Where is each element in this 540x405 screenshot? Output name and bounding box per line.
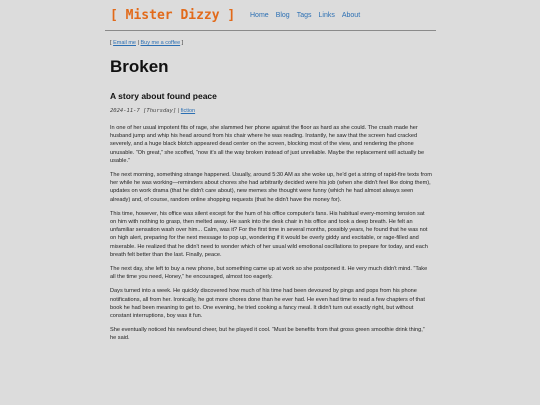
main-nav <box>250 12 367 19</box>
nav-about[interactable]: About <box>341 12 361 19</box>
separator: | <box>137 40 139 46</box>
buy-coffee-link[interactable]: Buy me a coffee <box>140 40 181 46</box>
bracket-close: ] <box>181 40 184 46</box>
header-divider <box>105 30 436 31</box>
paragraph: She eventually noticed his newfound cheer, but he played it cool. “Must be benefits from that gross green smoothie drink thing,” he said. <box>110 327 425 342</box>
site-header <box>0 0 540 30</box>
paragraph: Days turned into a week. He quickly discovered how much of his time had been devoured by pings and pops from his phone notifications, all from her. Ironically, he got more chores done than he ever had. He even had time to read a few chapters of that book he had been meaning to get to. One evening, he tried cooking a fancy meal. It didn't turn out exactly right, but without constant interruptions, boy was it fun. <box>110 288 425 320</box>
nav-blog[interactable]: Blog <box>275 12 290 19</box>
category-link[interactable]: fiction <box>180 108 196 114</box>
post-body <box>110 124 432 343</box>
post-title: Broken <box>110 57 169 76</box>
post-subtitle: A story about found peace <box>110 91 217 101</box>
paragraph: The next day, she left to buy a new phone, but something came up at work so she postponed it. He very much didn't mind. “Take all the time you need, Honey,” he encouraged, almost too eagerly. <box>110 266 428 281</box>
post-content <box>110 40 432 349</box>
post-date: 2024-11-7 [Thursday] <box>110 108 177 114</box>
paragraph: The next morning, something strange happened. Usually, around 5:30 AM as she woke up, he'd get a string of rapid-fire texts from her while he was working—reminders about chores she had arbitrarily decided were his job (when she didn't feel like doing them), updates on work drama (that he didn't care about), new memes she thought were funny (which he had almost always seen already) and, of course, random online shopping requests (that he didn't have the money for). <box>110 172 432 203</box>
meta-separator: | <box>176 108 181 114</box>
site-logo[interactable]: [ Mister Dizzy ] <box>110 8 236 23</box>
email-me-link[interactable]: Email me <box>113 40 136 46</box>
paragraph: This time, however, his office was silent except for the hum of his office computer's fans. His habitual every-morning tension sat on him with nothing to grasp, then melted away. He sank into the desk chair in his office and took a deep breath. He felt an unfamiliar sensation wash over him... Calm, was it? For the first time in several months, possibly years, he found that he was not on high alert, preparing for the next message to pop up, wondering if it would be overly giddy and excitable, or rage-filled and miserable. He realized that he didn't need to wonder which of her usual wild emotional oscillations to prepare for today, and each breath felt better than the last. Finally, peace. <box>110 210 428 258</box>
subscribe-links <box>110 40 432 47</box>
post-meta <box>110 108 432 115</box>
bracket-open: [ <box>110 40 112 46</box>
nav-links[interactable]: Links <box>318 12 335 19</box>
nav-tags[interactable]: Tags <box>296 12 312 19</box>
paragraph: In one of her usual impotent fits of rage, she slammed her phone against the floor as hard as she could. The crash made her husband jump and whip his head around from his chair where he was reading. Instantly, he saw that the screen had cracked severely, and a huge black blotch appeared dead center on the screen, blocking most of the view, and rendering the phone unusable. “Oh great,” she scoffed, “now it's all the way broken instead of just unreliable. Maybe the replacement will actually be usable.” <box>110 125 425 164</box>
nav-home[interactable]: Home <box>250 12 269 19</box>
